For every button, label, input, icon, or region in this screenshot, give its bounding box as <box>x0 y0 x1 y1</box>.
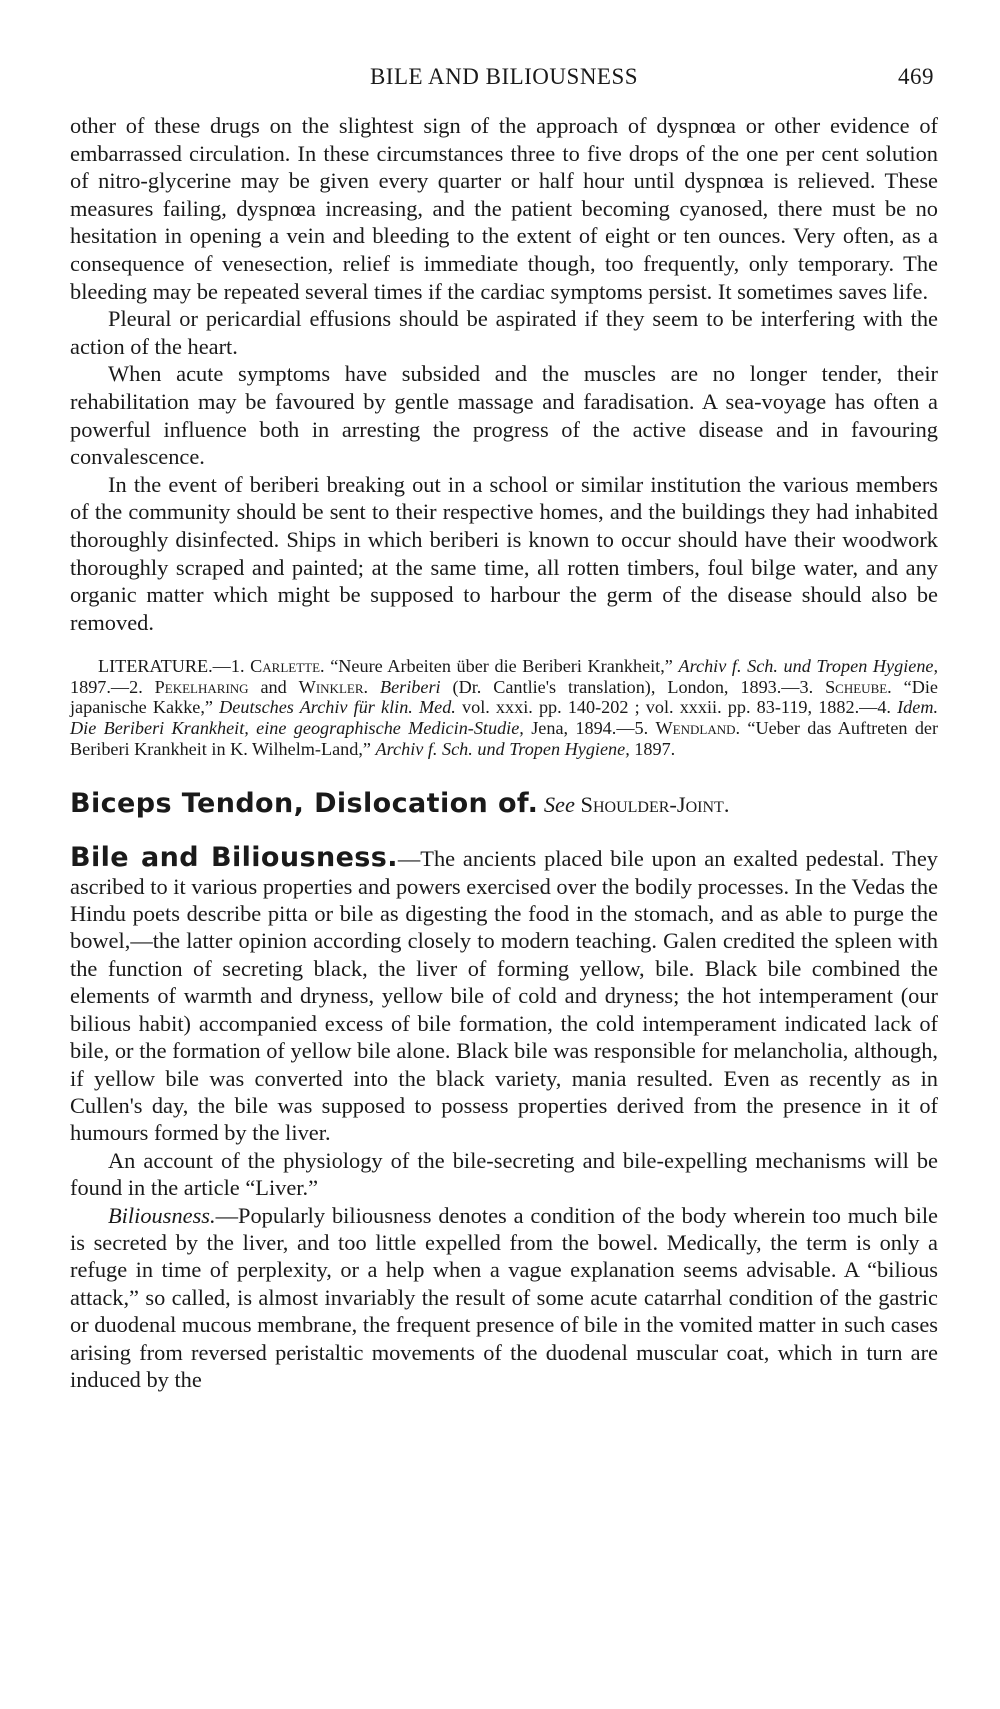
paragraph-text: —The ancients placed bile upon an exalted pedestal. They ascribed to it various properties and powers exercised over the bodily processes. In the Vedas the Hindu poets describe pitta or bile as digesting the food in the stomach, and as able to purge the bowel,—the latter opinion according closely to modern teaching. Galen credited the spleen with the function of secreting black, the liver of forming yellow, bile. Black bile combined the elements of warmth and dryness, yellow bile of cold and dryness; the hot intemperament (our bilious habit) accompanied excess of bile formation, the cold intemperament indicated lack of bile, or the formation of yellow bile alone. Black bile was responsible for melancholia, although, if yellow bile was converted into the black variety, mania resulted. Even as recently as in Cullen's day, the bile was supposed to possess properties derived from the presence in it of humours formed by the liver. <box>70 846 938 1146</box>
ref-text: “Neure Arbeiten über die Beriberi Krankheit,” <box>330 656 673 677</box>
paragraph <box>70 844 938 1146</box>
biceps-entry <box>70 789 938 820</box>
journal-title: Idem. <box>897 697 939 718</box>
ref-text: “Ueber das Auftreten der Beriberi Krankheit in K. Wilhelm-Land,” <box>70 718 939 759</box>
running-title: BILE AND BILIOUSNESS <box>369 64 639 89</box>
author: Wendland. <box>655 718 741 739</box>
entry-heading: Biceps Tendon, Dislocation of. <box>70 788 539 820</box>
author: Pekelharing <box>154 676 249 697</box>
page-number: 469 <box>898 64 934 89</box>
journal-title: Beriberi <box>379 676 441 697</box>
journal-title: Die Beriberi Krankheit, eine geographische Medicin-Studie, <box>70 718 524 739</box>
literature-label: LITERATURE.—1. <box>98 656 245 677</box>
beriberi-continuation <box>70 112 938 636</box>
paragraph: An account of the physiology of the bile-secreting and bile-expelling mechanisms will be found in the article “Liver.” <box>70 1147 938 1201</box>
paragraph-text: —Popularly biliousness denotes a condition of the body wherein too much bile is secreted by the liver, and too little expelled from the bowel. Medically, the term is only a refuge in time of perplexity, or a help when a vague explanation seems advisable. A “bilious attack,” so called, is almost invariably the result of some acute catarrhal condition of the gastric or duodenal mucous membrane, the frequent presence of bile in the vomited matter in such cases arising from reversed peristaltic movements of the duodenal muscular coat, which in turn are induced by the <box>70 1202 938 1392</box>
paragraph: Pleural or pericardial effusions should be aspirated if they seem to be interfering with the action of the heart. <box>70 306 938 359</box>
journal-title: Deutsches Archiv für klin. Med. <box>219 697 456 718</box>
ref-text: 1897.—2. <box>70 676 143 697</box>
journal-title: Archiv f. Sch. und Tropen Hygiene, <box>678 656 939 677</box>
paragraph: other of these drugs on the slightest sign of the approach of dyspnœa or other evidence of embarrassed circulation. In these circumstances three to five drops of the one per cent solution of nitro-glycerine may be given every quarter or half hour until dyspnœa is relieved. These measures failing, dyspnœa increasing, and the patient becoming cyanosed, there must be no hesitation in opening a vein and bleeding to the extent of eight or ten ounces. Very often, as a consequence of venesection, relief is immediate though, too frequently, only temporary. The bleeding may be repeated several times if the cardiac symptoms persist. It sometimes saves life. <box>70 113 938 304</box>
ref-text: Jena, 1894.—5. <box>531 718 649 739</box>
paragraph: When acute symptoms have subsided and the muscles are no longer tender, their rehabilitation may be favoured by gentle massage and faradisation. A sea-voyage has often a powerful influence both in arresting the progress of the active disease and in favouring convalescence. <box>70 361 938 470</box>
running-header <box>70 58 938 98</box>
ref-text: vol. xxxi. pp. 140-202 ; vol. xxxii. pp. 83-119, 1882.—4. <box>462 697 891 718</box>
author: Winkler. <box>298 676 369 697</box>
ref-text: 1897. <box>634 738 676 759</box>
author: Scheube. <box>825 676 892 697</box>
see-label: See <box>543 792 575 818</box>
bile-entry <box>70 844 938 1393</box>
ref-text: “Die japanische Kakke,” <box>70 676 938 718</box>
author: Carlette. <box>250 656 325 677</box>
journal-title: Archiv f. Sch. und Tropen Hygiene, <box>375 738 630 759</box>
paragraph <box>70 1202 938 1394</box>
ref-text: and <box>260 676 287 697</box>
paragraph: In the event of beriberi breaking out in a school or similar institution the various members of the community should be sent to their respective homes, and the buildings they had inhabited thoroughly disinfected. Ships in which beriberi is known to occur should have their woodwork thoroughly scraped and painted; at the same time, all rotten timbers, foul bilge water, and any organic matter which might be supposed to harbour the germ of the disease should also be removed. <box>70 471 938 635</box>
ref-text: (Dr. Cantlie's translation), London, 1893.—3. <box>452 676 814 697</box>
subheading: Biliousness. <box>108 1202 216 1228</box>
entry-heading: Bile and Biliousness. <box>70 842 398 874</box>
literature-references <box>70 656 938 759</box>
cross-reference-link[interactable]: Shoulder-Joint. <box>580 792 730 818</box>
